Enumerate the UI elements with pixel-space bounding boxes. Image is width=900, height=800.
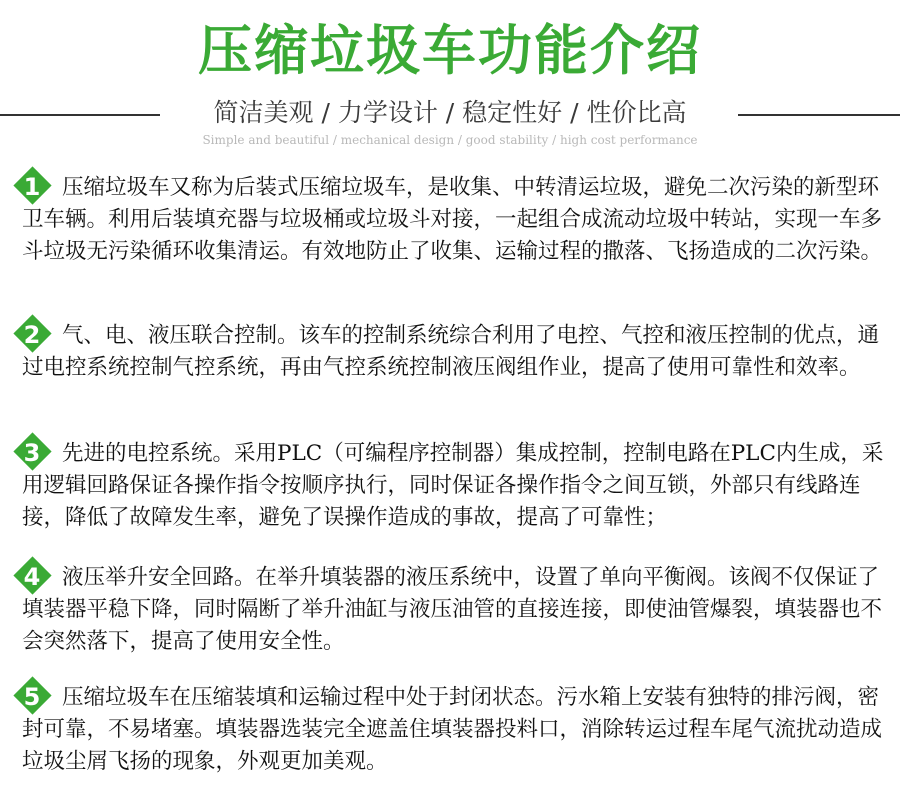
feature-text: 压缩垃圾车又称为后装式压缩垃圾车，是收集、中转清运垃圾，避免二次污染的新型环卫车辆。利用后装填充器与垃圾桶或垃圾斗对接，一起组合成流动垃圾中转站，实现一车多斗垃圾无污染循环收集清运。有效地防止了收集、运输过程的撒落、飞扬造成的二次污染。 [22,175,883,264]
divider-left [0,114,160,116]
badge-number: 3 [23,439,41,467]
page-subtitle: 简洁美观 / 力学设计 / 稳定性好 / 性价比高 [213,98,687,127]
badge-number: 1 [23,173,41,201]
feature-text: 气、电、液压联合控制。该车的控制系统综合利用了电控、气控和液压控制的优点，通过电控系统控制气控系统，再由气控系统控制液压阀组作业，提高了使用可靠性和效率。 [22,323,880,380]
badge-number: 4 [23,563,41,591]
feature-text: 先进的电控系统。采用PLC（可编程序控制器）集成控制，控制电路在PLC内生成，采用逻辑回路保证各操作指令按顺序执行，同时保证各操作指令之间互锁，外部只有线路连接，降低了故障发生率，避免了误操作造成的事故，提高了可靠性； [22,441,884,530]
badge-number: 2 [23,321,41,349]
page-subtitle-english: Simple and beautiful / mechanical design / good stability / high cost performance [202,133,698,147]
page-title: 压缩垃圾车功能介绍 [198,19,702,82]
feature-text: 压缩垃圾车在压缩装填和运输过程中处于封闭状态。污水箱上安装有独特的排污阀，密封可靠，不易堵塞。填装器选装完全遮盖住填装器投料口，消除转运过程车尾气流扰动造成垃圾尘屑飞扬的现象，外观更加美观。 [22,685,883,774]
feature-text: 液压举升安全回路。在举升填装器的液压系统中，设置了单向平衡阀。该阀不仅保证了填装器平稳下降，同时隔断了举升油缸与液压油管的直接连接，即使油管爆裂，填装器也不会突然落下，提高了使用安全性。 [22,565,883,654]
divider-right [738,114,900,116]
badge-number: 5 [23,683,41,711]
